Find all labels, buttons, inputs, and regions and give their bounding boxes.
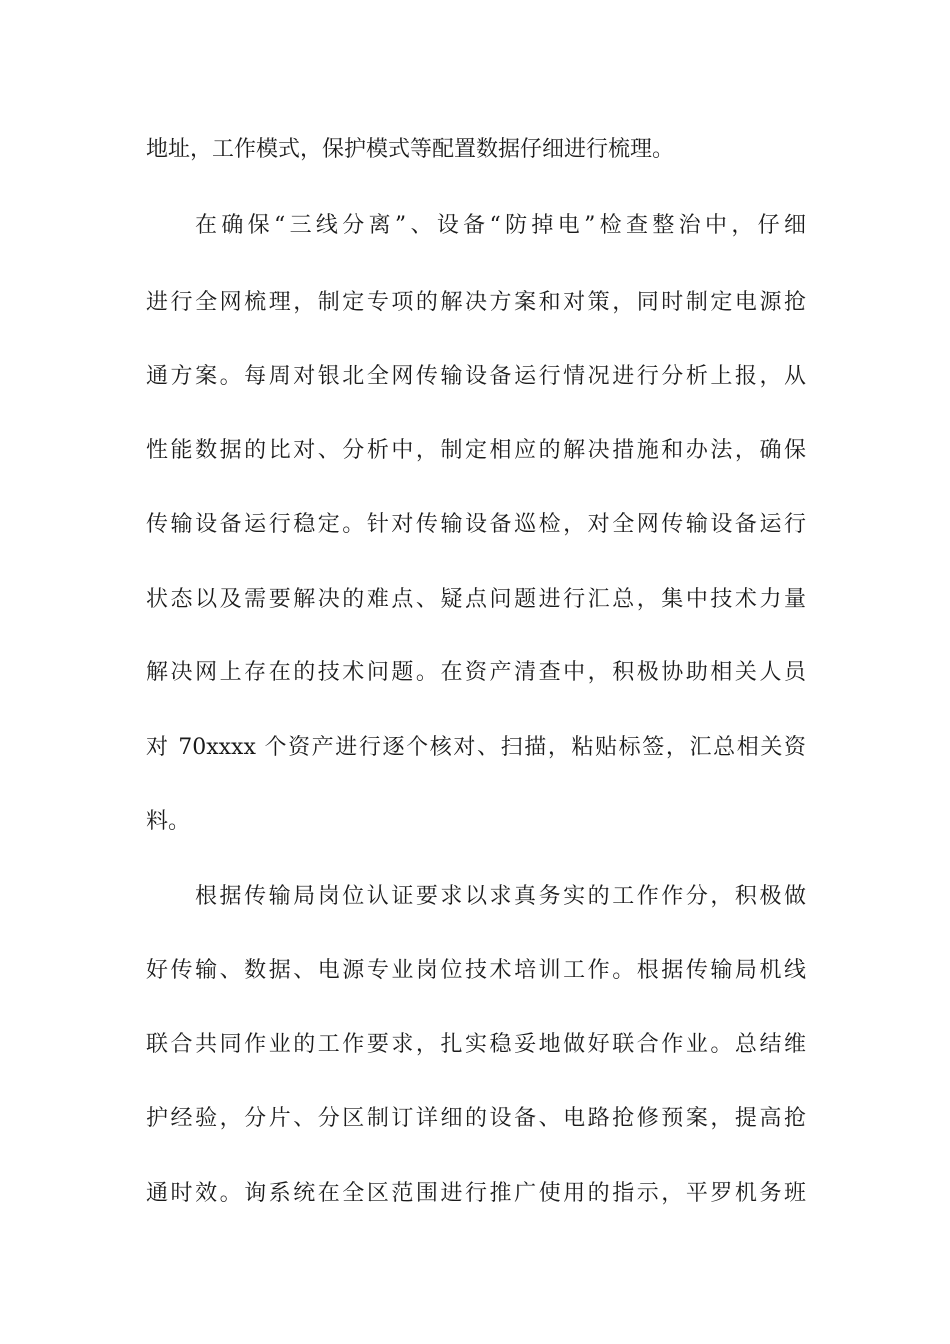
paragraph-line: 根据传输局岗位认证要求以求真务实的工作作分，积极做 [195, 884, 806, 909]
paragraph-line: 在确保“三线分离”、设备“防掉电”检查整治中，仔细 [195, 213, 806, 238]
paragraph-line: 通时效。询系统在全区范围进行推广使用的指示，平罗机务班 [146, 1181, 806, 1206]
paragraph-line: 对 70xxxx 个资产进行逐个核对、扫描，粘贴标签，汇总相关资 [146, 735, 806, 760]
paragraph-line: 通方案。每周对银北全网传输设备运行情况进行分析上报，从 [146, 364, 806, 389]
paragraph-line: 传输设备运行稳定。针对传输设备巡检，对全网传输设备运行 [146, 512, 806, 537]
paragraph-line: 料。 [146, 809, 191, 834]
paragraph-line: 地址，工作模式，保护模式等配置数据仔细进行梳理。 [146, 137, 675, 162]
paragraph-line: 联合共同作业的工作要求，扎实稳妥地做好联合作业。总结维 [146, 1032, 806, 1057]
paragraph-line: 解决网上存在的技术问题。在资产清查中，积极协助相关人员 [146, 660, 806, 685]
paragraph-line: 进行全网梳理，制定专项的解决方案和对策，同时制定电源抢 [146, 290, 806, 315]
paragraph-line: 护经验，分片、分区制订详细的设备、电路抢修预案，提高抢 [146, 1106, 806, 1131]
paragraph-line: 状态以及需要解决的难点、疑点问题进行汇总，集中技术力量 [146, 587, 806, 612]
paragraph-line: 好传输、数据、电源专业岗位技术培训工作。根据传输局机线 [146, 958, 806, 983]
paragraph-line: 性能数据的比对、分析中，制定相应的解决措施和办法，确保 [146, 438, 806, 463]
